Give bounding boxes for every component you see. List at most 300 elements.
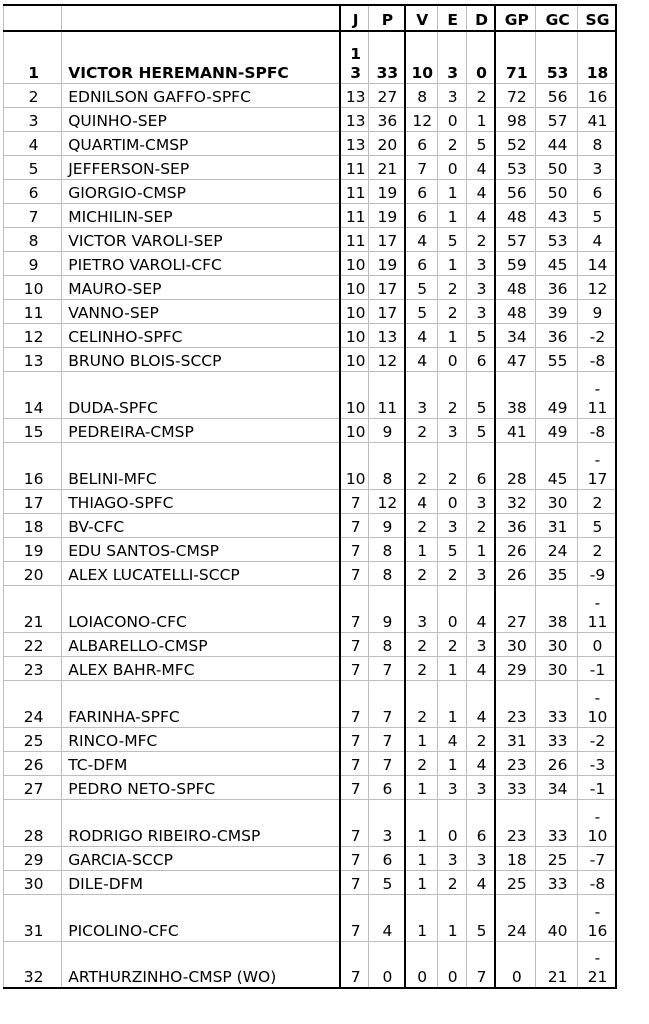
cell-sg: 3 (577, 155, 616, 179)
cell-d: 2 (466, 513, 495, 537)
wrapped-digit: 3 (350, 63, 362, 82)
cell-gp: 0 (495, 941, 536, 988)
cell-p: 9 (368, 513, 404, 537)
cell-name: VANNO-SEP (62, 299, 341, 323)
table-row (4, 107, 617, 131)
cell-d: 5 (466, 894, 495, 941)
cell-e: 0 (437, 155, 466, 179)
cell-pos: 25 (4, 727, 62, 751)
cell-p: 6 (368, 775, 404, 799)
table-row (4, 680, 617, 727)
cell-gc: 50 (536, 179, 578, 203)
cell-sg: -1 (577, 656, 616, 680)
cell-gp: 33 (495, 775, 536, 799)
cell-p: 7 (368, 680, 404, 727)
table-row (4, 656, 617, 680)
table-row (4, 442, 617, 489)
table-row (4, 203, 617, 227)
cell-pos: 4 (4, 131, 62, 155)
cell-pos: 8 (4, 227, 62, 251)
wrapped-minus: - (594, 902, 601, 921)
cell-v: 5 (405, 275, 437, 299)
cell-gc: 53 (536, 31, 578, 83)
cell-gc: 49 (536, 371, 578, 418)
cell-j: 10 (340, 275, 368, 299)
cell-gp: 48 (495, 275, 536, 299)
cell-pos: 13 (4, 347, 62, 371)
cell-p: 8 (368, 632, 404, 656)
cell-gc: 25 (536, 846, 578, 870)
cell-e: 2 (437, 131, 466, 155)
cell-pos: 28 (4, 799, 62, 846)
cell-gc: 30 (536, 632, 578, 656)
cell-v: 1 (405, 537, 437, 561)
wrapped-minus: - (594, 379, 601, 398)
cell-p: 13 (368, 323, 404, 347)
cell-sg: -3 (577, 751, 616, 775)
cell-pos: 20 (4, 561, 62, 585)
cell-sg: -2 (577, 323, 616, 347)
cell-sg (577, 585, 616, 632)
table-row (4, 561, 617, 585)
cell-gp: 30 (495, 632, 536, 656)
cell-gc: 55 (536, 347, 578, 371)
cell-d: 4 (466, 870, 495, 894)
cell-gc: 26 (536, 751, 578, 775)
cell-d: 4 (466, 585, 495, 632)
cell-name: BV-CFC (62, 513, 341, 537)
cell-v: 0 (405, 941, 437, 988)
table-row (4, 894, 617, 941)
cell-gp: 29 (495, 656, 536, 680)
cell-name: MAURO-SEP (62, 275, 341, 299)
wrapped-digits: 17 (587, 469, 608, 488)
cell-d: 3 (466, 275, 495, 299)
cell-v: 5 (405, 299, 437, 323)
table-row (4, 727, 617, 751)
wrapped-minus: - (594, 949, 601, 967)
header-sg: SG (577, 5, 616, 31)
cell-e: 0 (437, 107, 466, 131)
cell-sg: 8 (577, 131, 616, 155)
cell-gp: 36 (495, 513, 536, 537)
cell-p: 6 (368, 846, 404, 870)
cell-p: 33 (368, 31, 404, 83)
cell-p: 19 (368, 179, 404, 203)
cell-v: 4 (405, 323, 437, 347)
cell-pos: 2 (4, 83, 62, 107)
cell-gc: 45 (536, 251, 578, 275)
cell-j: 7 (340, 870, 368, 894)
cell-d: 3 (466, 489, 495, 513)
wrapped-minus: - (594, 688, 601, 707)
cell-p: 21 (368, 155, 404, 179)
header-gc: GC (536, 5, 578, 31)
cell-sg: 5 (577, 513, 616, 537)
cell-j: 7 (340, 561, 368, 585)
wrapped-digits: 21 (587, 968, 608, 986)
cell-sg: -8 (577, 418, 616, 442)
table-row (4, 179, 617, 203)
cell-gc: 43 (536, 203, 578, 227)
cell-e: 2 (437, 870, 466, 894)
cell-sg (577, 894, 616, 941)
cell-p: 8 (368, 537, 404, 561)
cell-j: 7 (340, 489, 368, 513)
cell-e: 5 (437, 227, 466, 251)
cell-name: BELINI-MFC (62, 442, 341, 489)
cell-pos: 24 (4, 680, 62, 727)
table-row (4, 251, 617, 275)
cell-d: 2 (466, 727, 495, 751)
cell-sg (577, 442, 616, 489)
cell-d: 7 (466, 941, 495, 988)
cell-gc: 21 (536, 941, 578, 988)
header-name (62, 5, 341, 31)
cell-gp: 57 (495, 227, 536, 251)
cell-gp: 56 (495, 179, 536, 203)
cell-gp: 26 (495, 561, 536, 585)
cell-pos: 21 (4, 585, 62, 632)
cell-j: 10 (340, 323, 368, 347)
cell-j: 11 (340, 227, 368, 251)
cell-sg: 4 (577, 227, 616, 251)
cell-name: CELINHO-SPFC (62, 323, 341, 347)
cell-d: 3 (466, 561, 495, 585)
cell-e: 0 (437, 489, 466, 513)
cell-sg: 0 (577, 632, 616, 656)
table-row (4, 846, 617, 870)
cell-name: RINCO-MFC (62, 727, 341, 751)
cell-gc: 49 (536, 418, 578, 442)
cell-name: EDNILSON GAFFO-SPFC (62, 83, 341, 107)
cell-sg: 2 (577, 489, 616, 513)
cell-e: 2 (437, 632, 466, 656)
cell-gp: 23 (495, 680, 536, 727)
cell-p: 11 (368, 371, 404, 418)
cell-name: TC-DFM (62, 751, 341, 775)
cell-j: 7 (340, 799, 368, 846)
cell-d: 4 (466, 179, 495, 203)
cell-p: 5 (368, 870, 404, 894)
header-p: P (368, 5, 404, 31)
cell-gp: 71 (495, 31, 536, 83)
cell-v: 8 (405, 83, 437, 107)
cell-p: 19 (368, 251, 404, 275)
cell-gp: 98 (495, 107, 536, 131)
cell-name: ARTHURZINHO-CMSP (WO) (62, 941, 341, 988)
cell-p: 4 (368, 894, 404, 941)
cell-name: PEDRO NETO-SPFC (62, 775, 341, 799)
cell-sg: -8 (577, 347, 616, 371)
cell-gp: 31 (495, 727, 536, 751)
cell-v: 2 (405, 656, 437, 680)
cell-e: 3 (437, 83, 466, 107)
cell-e: 1 (437, 179, 466, 203)
header-e: E (437, 5, 466, 31)
cell-j (340, 31, 368, 83)
cell-gc: 44 (536, 131, 578, 155)
cell-v: 3 (405, 585, 437, 632)
table-row (4, 275, 617, 299)
cell-v: 4 (405, 227, 437, 251)
wrapped-digits: 10 (587, 826, 608, 845)
header-v: V (405, 5, 437, 31)
cell-gc: 40 (536, 894, 578, 941)
table-row (4, 870, 617, 894)
cell-j: 10 (340, 418, 368, 442)
cell-d: 2 (466, 227, 495, 251)
cell-gc: 33 (536, 870, 578, 894)
cell-name: JEFFERSON-SEP (62, 155, 341, 179)
cell-sg: 2 (577, 537, 616, 561)
cell-e: 5 (437, 537, 466, 561)
cell-v: 2 (405, 751, 437, 775)
table-row (4, 323, 617, 347)
cell-d: 5 (466, 371, 495, 418)
cell-d: 4 (466, 203, 495, 227)
cell-j: 11 (340, 155, 368, 179)
cell-p: 0 (368, 941, 404, 988)
table-row (4, 155, 617, 179)
cell-e: 1 (437, 680, 466, 727)
table-row (4, 131, 617, 155)
cell-e: 1 (437, 656, 466, 680)
cell-sg (577, 941, 616, 988)
cell-gc: 57 (536, 107, 578, 131)
cell-e: 0 (437, 585, 466, 632)
cell-e: 1 (437, 323, 466, 347)
cell-gp: 48 (495, 299, 536, 323)
cell-p: 8 (368, 561, 404, 585)
cell-gc: 53 (536, 227, 578, 251)
cell-gc: 45 (536, 442, 578, 489)
cell-p: 20 (368, 131, 404, 155)
cell-j: 7 (340, 941, 368, 988)
cell-e: 4 (437, 727, 466, 751)
cell-j: 7 (340, 585, 368, 632)
cell-name: THIAGO-SPFC (62, 489, 341, 513)
cell-pos: 14 (4, 371, 62, 418)
cell-p: 36 (368, 107, 404, 131)
cell-v: 1 (405, 775, 437, 799)
cell-pos: 6 (4, 179, 62, 203)
cell-sg: -9 (577, 561, 616, 585)
cell-sg: -2 (577, 727, 616, 751)
cell-j: 10 (340, 347, 368, 371)
cell-pos: 22 (4, 632, 62, 656)
cell-gp: 28 (495, 442, 536, 489)
cell-p: 9 (368, 418, 404, 442)
cell-gp: 59 (495, 251, 536, 275)
cell-gp: 53 (495, 155, 536, 179)
cell-e: 0 (437, 347, 466, 371)
cell-v: 2 (405, 561, 437, 585)
table-row (4, 227, 617, 251)
cell-pos: 32 (4, 941, 62, 988)
cell-e: 1 (437, 751, 466, 775)
cell-pos: 1 (4, 31, 62, 83)
cell-name: ALEX BAHR-MFC (62, 656, 341, 680)
cell-gp: 23 (495, 751, 536, 775)
cell-name: FARINHA-SPFC (62, 680, 341, 727)
cell-e: 3 (437, 775, 466, 799)
cell-pos: 18 (4, 513, 62, 537)
cell-e: 0 (437, 799, 466, 846)
cell-v: 6 (405, 131, 437, 155)
cell-j: 7 (340, 894, 368, 941)
cell-gp: 34 (495, 323, 536, 347)
cell-pos: 27 (4, 775, 62, 799)
cell-v: 6 (405, 251, 437, 275)
cell-v: 2 (405, 513, 437, 537)
cell-pos: 26 (4, 751, 62, 775)
table-row (4, 83, 617, 107)
cell-d: 4 (466, 751, 495, 775)
cell-e: 1 (437, 203, 466, 227)
wrapped-digits: 16 (587, 921, 608, 940)
wrapped-minus: - (594, 450, 601, 469)
cell-gc: 35 (536, 561, 578, 585)
table-row (4, 537, 617, 561)
cell-d: 2 (466, 83, 495, 107)
cell-name: VICTOR VAROLI-SEP (62, 227, 341, 251)
cell-v: 6 (405, 179, 437, 203)
table-row (4, 585, 617, 632)
header-row (4, 5, 617, 31)
cell-j: 10 (340, 442, 368, 489)
cell-j: 13 (340, 83, 368, 107)
cell-p: 3 (368, 799, 404, 846)
cell-v: 1 (405, 799, 437, 846)
cell-sg: -1 (577, 775, 616, 799)
cell-d: 5 (466, 323, 495, 347)
standings-table (3, 4, 617, 989)
cell-j: 7 (340, 632, 368, 656)
cell-j: 11 (340, 179, 368, 203)
cell-gc: 36 (536, 323, 578, 347)
cell-sg: -8 (577, 870, 616, 894)
cell-v: 2 (405, 632, 437, 656)
cell-gc: 56 (536, 83, 578, 107)
cell-name: ALBARELLO-CMSP (62, 632, 341, 656)
table-row (4, 371, 617, 418)
cell-d: 4 (466, 155, 495, 179)
cell-pos: 17 (4, 489, 62, 513)
cell-v: 10 (405, 31, 437, 83)
cell-name: QUINHO-SEP (62, 107, 341, 131)
cell-d: 4 (466, 680, 495, 727)
cell-gp: 41 (495, 418, 536, 442)
wrapped-digits: 11 (587, 398, 608, 417)
cell-gc: 24 (536, 537, 578, 561)
cell-j: 10 (340, 299, 368, 323)
cell-d: 1 (466, 107, 495, 131)
cell-gp: 72 (495, 83, 536, 107)
cell-j: 13 (340, 131, 368, 155)
cell-sg: 16 (577, 83, 616, 107)
cell-e: 1 (437, 251, 466, 275)
cell-name: GARCIA-SCCP (62, 846, 341, 870)
table-row (4, 31, 617, 83)
cell-sg: 9 (577, 299, 616, 323)
cell-e: 3 (437, 31, 466, 83)
cell-j: 7 (340, 775, 368, 799)
cell-gp: 47 (495, 347, 536, 371)
cell-d: 3 (466, 251, 495, 275)
table-row (4, 632, 617, 656)
cell-e: 2 (437, 442, 466, 489)
cell-gc: 36 (536, 275, 578, 299)
cell-v: 4 (405, 347, 437, 371)
cell-d: 3 (466, 846, 495, 870)
cell-gc: 38 (536, 585, 578, 632)
cell-d: 1 (466, 537, 495, 561)
cell-pos: 5 (4, 155, 62, 179)
cell-v: 1 (405, 894, 437, 941)
cell-pos: 3 (4, 107, 62, 131)
wrapped-digits: 11 (587, 612, 608, 631)
table-row (4, 775, 617, 799)
cell-gc: 34 (536, 775, 578, 799)
cell-gp: 27 (495, 585, 536, 632)
cell-d: 3 (466, 632, 495, 656)
cell-gc: 33 (536, 799, 578, 846)
cell-d: 5 (466, 418, 495, 442)
cell-name: PICOLINO-CFC (62, 894, 341, 941)
table-row (4, 489, 617, 513)
cell-j: 7 (340, 846, 368, 870)
cell-sg: 14 (577, 251, 616, 275)
table-row (4, 513, 617, 537)
cell-gc: 50 (536, 155, 578, 179)
cell-name: ALEX LUCATELLI-SCCP (62, 561, 341, 585)
cell-sg (577, 680, 616, 727)
cell-j: 13 (340, 107, 368, 131)
cell-gp: 26 (495, 537, 536, 561)
cell-gc: 30 (536, 489, 578, 513)
cell-pos: 29 (4, 846, 62, 870)
cell-p: 9 (368, 585, 404, 632)
wrapped-minus: - (594, 807, 601, 826)
cell-pos: 10 (4, 275, 62, 299)
cell-j: 7 (340, 751, 368, 775)
cell-sg: 5 (577, 203, 616, 227)
cell-gp: 23 (495, 799, 536, 846)
cell-v: 1 (405, 846, 437, 870)
cell-v: 2 (405, 418, 437, 442)
cell-gp: 18 (495, 846, 536, 870)
table-row (4, 347, 617, 371)
cell-pos: 23 (4, 656, 62, 680)
cell-v: 3 (405, 371, 437, 418)
cell-e: 0 (437, 941, 466, 988)
cell-pos: 16 (4, 442, 62, 489)
cell-e: 2 (437, 561, 466, 585)
cell-name: EDU SANTOS-CMSP (62, 537, 341, 561)
cell-pos: 31 (4, 894, 62, 941)
cell-sg (577, 799, 616, 846)
cell-sg: 41 (577, 107, 616, 131)
cell-gp: 24 (495, 894, 536, 941)
cell-p: 17 (368, 227, 404, 251)
cell-d: 0 (466, 31, 495, 83)
cell-name: DUDA-SPFC (62, 371, 341, 418)
header-pos (4, 5, 62, 31)
cell-d: 6 (466, 442, 495, 489)
cell-name: LOIACONO-CFC (62, 585, 341, 632)
cell-j: 7 (340, 537, 368, 561)
